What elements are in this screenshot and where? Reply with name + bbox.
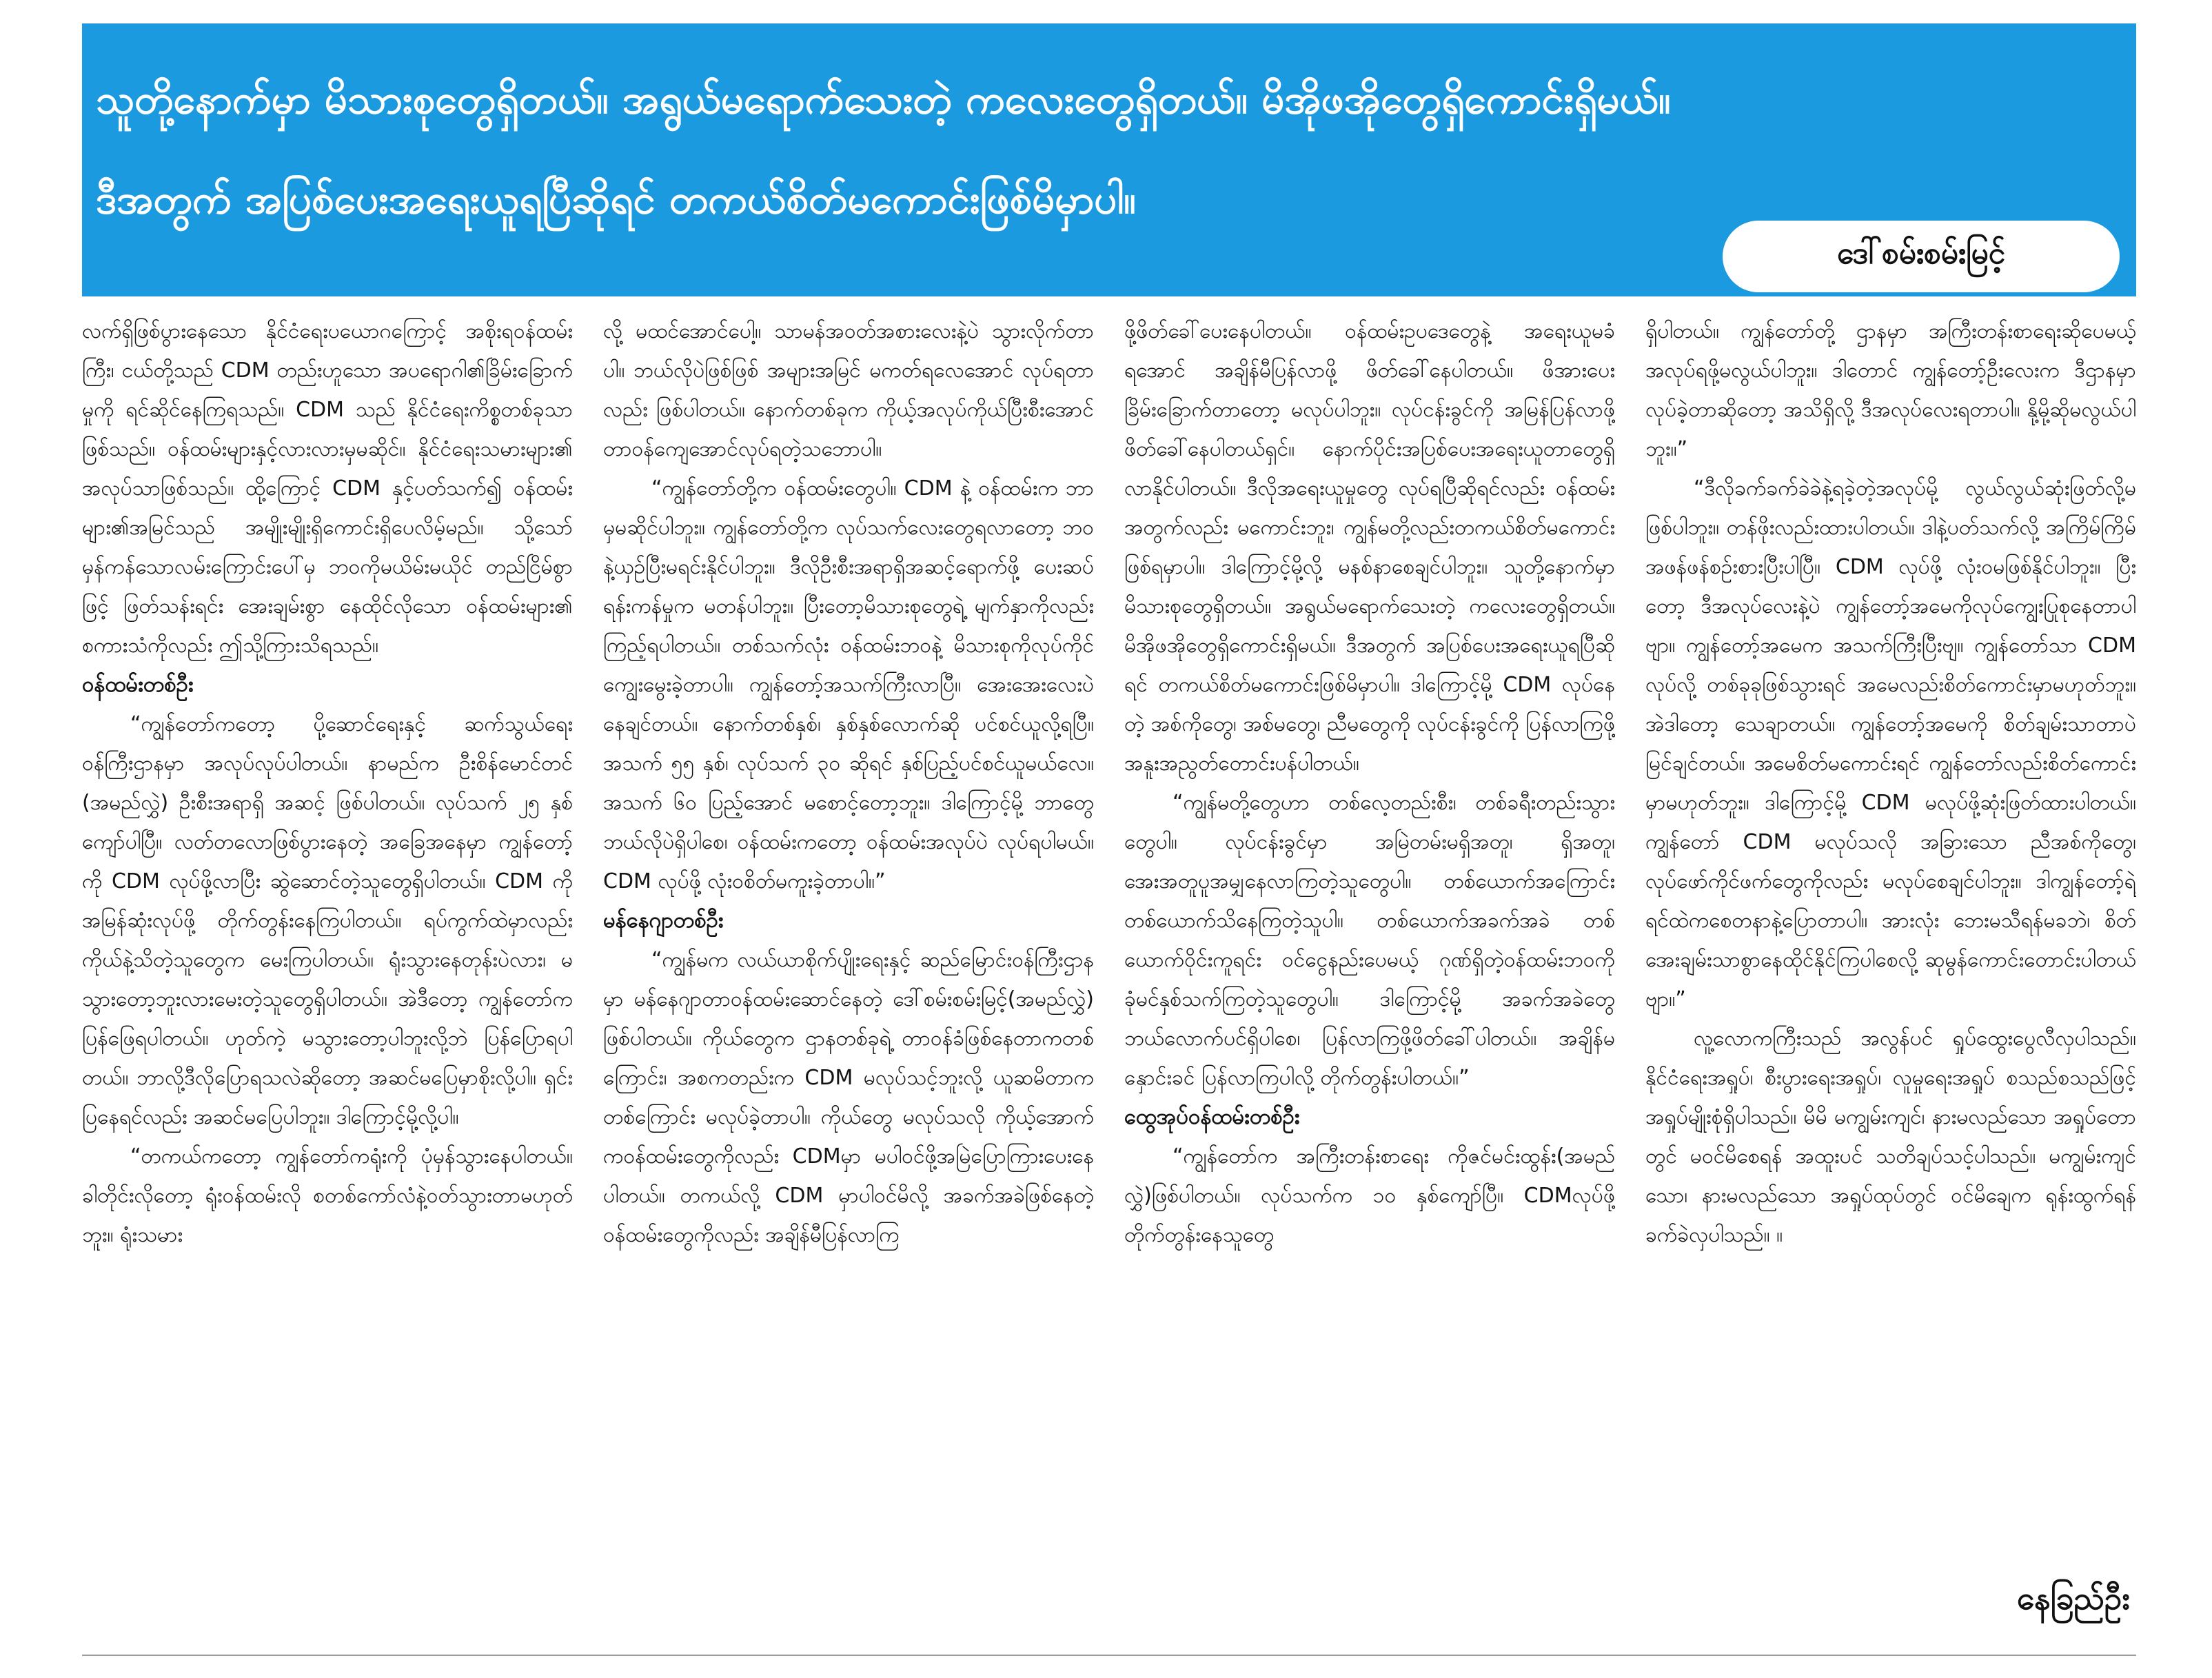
paragraph: လူ့လောကကြီးသည် အလွန်ပင် ရှုပ်ထွေးပွေလီလှပါသည်။ နိုင်ငံရေးအရှုပ်၊ စီးပွားရေးအရှုပ်၊ လူမှုရေးအရှုပ် စသည်စသည်ဖြင့် အရှုပ်မျိုးစုံရှိပါသည်။ မိမိ မကျွမ်းကျင်၊ နားမလည်သော အရှုပ်တောတွင် မဝင်မိစေရန် အထူးပင် သတိချပ်သင့်ပါသည်။ မကျွမ်းကျင်သော၊ နားမလည်သော အရှုပ်ထုပ်တွင် ဝင်မိချေက ရုန်းထွက်ရန်ခက်ခဲလှပါသည်။ ။ [1645,1027,2136,1247]
paragraph: “တကယ်ကတော့ ကျွန်တော်ကရုံးကို ပုံမှန်သွားနေပါတယ်။ ခါတိုင်းလိုတော့ ရုံးဝန်ထမ်းလို စတစ်ကော်လံနဲ့ဝတ်သွားတာမဟုတ်ဘူး။ ရုံးသမား [82,1144,573,1247]
article-column-2 [603,312,1094,1637]
paragraph: “ကျွန်တော်က အကြီးတန်းစာရေး ကိုဇင်မင်းထွန်း(အမည်လွှဲ)ဖြစ်ပါတယ်။ လုပ်သက်က ၁၀ နှစ်ကျော်ပြီ။ CDMလုပ်ဖို့ တိုက်တွန်းနေသူတွေ [1124,1144,1615,1247]
paragraph: လို့ မထင်အောင်ပေါ့။ သာမန်အဝတ်အစားလေးနဲ့ပဲ သွားလိုက်တာပါ။ ဘယ်လိုပဲဖြစ်ဖြစ် အများအမြင် မကတ်ရလေအောင် လုပ်ရတာလည်း ဖြစ်ပါတယ်။ နောက်တစ်ခုက ကိုယ့်အလုပ်ကိုယ်ပြီးစီးအောင် တာဝန်ကျေအောင်လုပ်ရတဲ့သဘောပါ။ [603,319,1094,461]
paragraph: “ကျွန်တော်ကတော့ ပို့ဆောင်ရေးနှင့် ဆက်သွယ်ရေးဝန်ကြီးဌာနမှာ အလုပ်လုပ်ပါတယ်။ နာမည်က ဦးစိန်မောင်တင် (အမည်လွှဲ) ဦးစီးအရာရှိ အဆင့် ဖြစ်ပါတယ်။ လုပ်သက် ၂၅ နှစ်ကျော်ပါပြီ။ လတ်တလောဖြစ်ပွားနေတဲ့ အခြေအနေမှာ ကျွန်တော့်ကို CDM လုပ်ဖို့လာပြီး ဆွဲဆောင်တဲ့သူတွေရှိပါတယ်။ CDM ကို အမြန်ဆုံးလုပ်ဖို့ တိုက်တွန်းနေကြပါတယ်။ ရပ်ကွက်ထဲမှာလည်း ကိုယ်နဲ့သိတဲ့သူတွေက မေးကြပါတယ်။ ရုံးသွားနေတုန်းပဲလား၊ မသွားတော့ဘူးလားမေးတဲ့သူတွေရှိပါတယ်။ အဲဒီတော့ ကျွန်တော်က ပြန်ဖြေရပါတယ်။ ဟုတ်ကဲ့ မသွားတော့ပါဘူးလို့ဘဲ ပြန်ပြောရပါတယ်။ ဘာလို့ဒီလိုပြောရသလဲဆိုတော့ အဆင်မပြေမှာစိုးလို့ပါ။ ရှင်းပြနေရင်လည်း အဆင်မပြေပါဘူး။ ဒါကြောင့်မို့လို့ပါ။ [82,712,573,1129]
headline-line-2: ဒီအတွက် အပြစ်ပေးအရေးယူရပြီဆိုရင် တကယ်စိတ်မကောင်းဖြစ်မိမှာပါ။ [96,176,1136,223]
paragraph: လက်ရှိဖြစ်ပွားနေသော နိုင်ငံရေးပယောဂကြောင့် အစိုးရဝန်ထမ်းကြီး၊ ငယ်တို့သည် CDM တည်းဟူသော အပရောဂါ၏ခြိမ်းခြောက်မှုကို ရင်ဆိုင်နေကြရသည်။ CDM သည် နိုင်ငံရေးကိစ္စတစ်ခုသာဖြစ်သည်။ ဝန်ထမ်းများနှင့်လားလားမှမဆိုင်။ နိုင်ငံရေးသမားများ၏ အလုပ်သာဖြစ်သည်။ ထို့ကြောင့် CDM နှင့်ပတ်သက်၍ ဝန်ထမ်းများ၏အမြင်သည် အမျိုးမျိုးရှိကောင်းရှိပေလိမ့်မည်။ သို့သော် မှန်ကန်သောလမ်းကြောင်းပေါ်မှ ဘဝကိုမယိမ်းမယိုင် တည်ငြိမ်စွာဖြင့် ဖြတ်သန်းရင်း အေးချမ်းစွာ နေထိုင်လိုသော ဝန်ထမ်းများ၏ စကားသံကိုလည်း ဤသို့ကြားသိရသည်။ [82,319,573,658]
article-column-1 [82,312,573,1637]
paragraph: “ဒီလိုခက်ခက်ခဲခဲနဲ့ရခဲ့တဲ့အလုပ်မို့ လွယ်လွယ်ဆုံးဖြတ်လို့မဖြစ်ပါဘူး။ တန်ဖိုးလည်းထားပါတယ်။ ဒါနဲ့ပတ်သက်လို့ အကြိမ်ကြိမ် အဖန်ဖန်စဉ်းစားပြီးပါပြီ။ CDM လုပ်ဖို့ လုံးဝမဖြစ်နိုင်ပါဘူး။ ပြီးတော့ ဒီအလုပ်လေးနဲ့ပဲ ကျွန်တော့်အမေကိုလုပ်ကျွေးပြုစုနေတာပါဗျာ။ ကျွန်တော့်အမေက အသက်ကြီးပြီးဗျ။ ကျွန်တော်သာ CDM လုပ်လို့ တစ်ခုခုဖြစ်သွားရင် အမေလည်းစိတ်ကောင်းမှာမဟုတ်ဘူး။ အဲဒါတော့ သေချာတယ်။ ကျွန်တော့်အမေကို စိတ်ချမ်းသာတာပဲ မြင်ချင်တယ်။ အမေစိတ်မကောင်းရင် ကျွန်တော်လည်းစိတ်ကောင်းမှာမဟုတ်ဘူး။ ဒါကြောင့်မို့ CDM မလုပ်ဖို့ဆုံးဖြတ်ထားပါတယ်။ ကျွန်တော် CDM မလုပ်သလို အခြားသော ညီအစ်ကိုတွေ၊ လုပ်ဖော်ကိုင်ဖက်တွေကိုလည်း မလုပ်စေချင်ပါဘူး။ ဒါကျွန်တော့်ရဲ့ ရင်ထဲကစေတနာနဲ့ပြောတာပါ။ အားလုံး ဘေးမသီရန်မခဘဲ၊ စိတ်အေးချမ်းသာစွာနေထိုင်နိုင်ကြပါစေလို့ ဆုမွန်ကောင်းတောင်းပါတယ်ဗျာ။” [1645,476,2136,1011]
paragraph: ရှိပါတယ်။ ကျွန်တော်တို့ ဌာနမှာ အကြီးတန်းစာရေးဆိုပေမယ့်အလုပ်ရဖို့မလွယ်ပါဘူး။ ဒါတောင် ကျွန်တော့်ဦးလေးက ဒီဌာနမှာလုပ်ခဲ့တာဆိုတော့ အသိရှိလို့ ဒီအလုပ်လေးရတာပါ။ နို့မို့ဆိုမလွယ်ပါဘူး။” [1645,319,2136,461]
section-heading: မန်နေဂျာတစ်ဦး [603,908,724,933]
section-heading: ဝန်ထမ်းတစ်ဦး [82,672,194,697]
paragraph: “ကျွန်မတို့တွေဟာ တစ်လေ့တည်းစီး၊ တစ်ခရီးတည်းသွားတွေပါ။ လုပ်ငန်းခွင်မှာ အမြဲတမ်းမရှိအတူ၊ ရှိအတူ၊ အေးအတူပူအမျှနေလာကြတဲ့သူတွေပါ။ တစ်ယောက်အကြောင်း တစ်ယောက်သိနေကြတဲ့သူပါ။ တစ်ယောက်အခက်အခဲ တစ်ယောက်ဝိုင်းကူရင်း ဝင်ငွေနည်းပေမယ့် ဂုဏ်ရှိတဲ့ဝန်ထမ်းဘဝကို ခုံမင်နှစ်သက်ကြတဲ့သူတွေပါ။ ဒါကြောင့်မို့ အခက်အခဲတွေဘယ်လောက်ပင်ရှိပါစေ၊ ပြန်လာကြဖို့ဖိတ်ခေါ်ပါတယ်။ အချိန်မနှောင်းခင် ပြန်လာကြပါလို့ တိုက်တွန်းပါတယ်။” [1124,791,1615,1090]
paragraph: ဖို့ဖိတ်ခေါ်ပေးနေပါတယ်။ ဝန်ထမ်းဥပဒေတွေနဲ့ အရေးယူမခံရအောင် အချိန်မီပြန်လာဖို့ ဖိတ်ခေါ်နေပါတယ်။ ဖိအားပေး ခြိမ်းခြောက်တာတော့ မလုပ်ပါဘူး။ လုပ်ငန်းခွင်ကို အမြန်ပြန်လာဖို့ ဖိတ်ခေါ်နေပါတယ်ရှင်။ နောက်ပိုင်းအပြစ်ပေးအရေးယူတာတွေရှိလာနိုင်ပါတယ်။ ဒီလိုအရေးယူမှုတွေ လုပ်ရပြီဆိုရင်လည်း ဝန်ထမ်းအတွက်လည်း မကောင်းဘူး၊ ကျွန်မတို့လည်းတကယ်စိတ်မကောင်းဖြစ်ရမှာပါ။ ဒါကြောင့်မို့လို့ မနစ်နာစေချင်ပါဘူး။ သူတို့နောက်မှာ မိသားစုတွေရှိတယ်။ အရွယ်မရောက်သေးတဲ့ ကလေးတွေရှိတယ်။ မိအိုဖအိုတွေရှိကောင်းရှိမယ်။ ဒီအတွက် အပြစ်ပေးအရေးယူရပြီဆိုရင် တကယ်စိတ်မကောင်းဖြစ်မိမှာပါ။ ဒါကြောင့်မို့ CDM လုပ်နေတဲ့ အစ်ကိုတွေ၊ အစ်မတွေ၊ ညီမတွေကို လုပ်ငန်းခွင်ကို ပြန်လာကြဖို့ အနူးအညွတ်တောင်းပန်ပါတယ်။ [1124,319,1615,776]
section-heading: ထွေအုပ်ဝန်ထမ်းတစ်ဦး [1124,1104,1300,1129]
paragraph: “ကျွန်မက လယ်ယာစိုက်ပျိုးရေးနှင့် ဆည်မြောင်းဝန်ကြီးဌာနမှာ မန်နေဂျာတာဝန်ထမ်းဆောင်နေတဲ့ ဒေါ်စမ်းစမ်းမြင့်(အမည်လွှဲ) ဖြစ်ပါတယ်။ ကိုယ်တွေက ဌာနတစ်ခုရဲ့ တာဝန်ခံဖြစ်နေတာကတစ်ကြောင်း၊ အစကတည်းက CDM မလုပ်သင့်ဘူးလို့ ယူဆမိတာကတစ်ကြောင်း မလုပ်ခဲ့တာပါ။ ကိုယ်တွေ မလုပ်သလို ကိုယ့်အောက်ကဝန်ထမ်းတွေကိုလည်း CDMမှာ မပါဝင်ဖို့အမြဲပြောကြားပေးနေပါတယ်။ တကယ်လို့ CDM မှာပါဝင်မိလို့ အခက်အခဲဖြစ်နေတဲ့ ဝန်ထမ်းတွေကိုလည်း အချိန်မီပြန်လာကြ [603,948,1094,1247]
article-column-3 [1124,312,1615,1637]
article-body [82,312,2136,1637]
headline-line-1: သူတို့နောက်မှာ မိသားစုတွေရှိတယ်။ အရွယ်မရောက်သေးတဲ့ ကလေးတွေရှိတယ်။ မိအိုဖအိုတွေရှိကောင်းရှိမယ်။ [96,76,1671,123]
paragraph: “ကျွန်တော်တို့က ဝန်ထမ်းတွေပါ။ CDM နဲ့ ဝန်ထမ်းက ဘာမှမဆိုင်ပါဘူး။ ကျွန်တော်တို့က လုပ်သက်လေးတွေရလာတော့ ဘဝနဲ့ယှဉ်ပြီးမရင်းနိုင်ပါဘူး။ ဒီလိုဦးစီးအရာရှိအဆင့်ရောက်ဖို့ ပေးဆပ်ရန်းကန်မှုက မတန်ပါဘူး။ ပြီးတော့မိသားစုတွေရဲ့ မျက်နှာကိုလည်း ကြည့်ရပါတယ်။ တစ်သက်လုံး ဝန်ထမ်းဘဝနဲ့ မိသားစုကိုလုပ်ကိုင်ကျွေးမွေးခဲ့တာပါ။ ကျွန်တော့်အသက်ကြီးလာပြီ။ အေးအေးလေးပဲနေချင်တယ်။ နောက်တစ်နှစ်၊ နှစ်နှစ်လောက်ဆို ပင်စင်ယူလို့ရပြီ။ အသက် ၅၅ နှစ်၊ လုပ်သက် ၃၀ ဆိုရင် နှစ်ပြည့်ပင်စင်ယူမယ်လေ။ အသက် ၆၀ ပြည့်အောင် မစောင့်တော့ဘူး။ ဒါကြောင့်မို့ ဘာတွေဘယ်လိုပဲရှိပါစေ၊ ဝန်ထမ်းကတော့ ဝန်ထမ်းအလုပ်ပဲ လုပ်ရပါမယ်။ CDM လုပ်ဖို့ လုံးဝစိတ်မကူးခဲ့တာပါ။” [603,476,1094,893]
byline-badge: ဒေါ်စမ်းစမ်းမြင့် [1723,221,2120,292]
headline-banner [82,23,2136,296]
author-credit: နေခြည်ဦး [2016,1579,2130,1617]
bottom-divider [82,1655,2136,1656]
article-column-4 [1645,312,2136,1637]
